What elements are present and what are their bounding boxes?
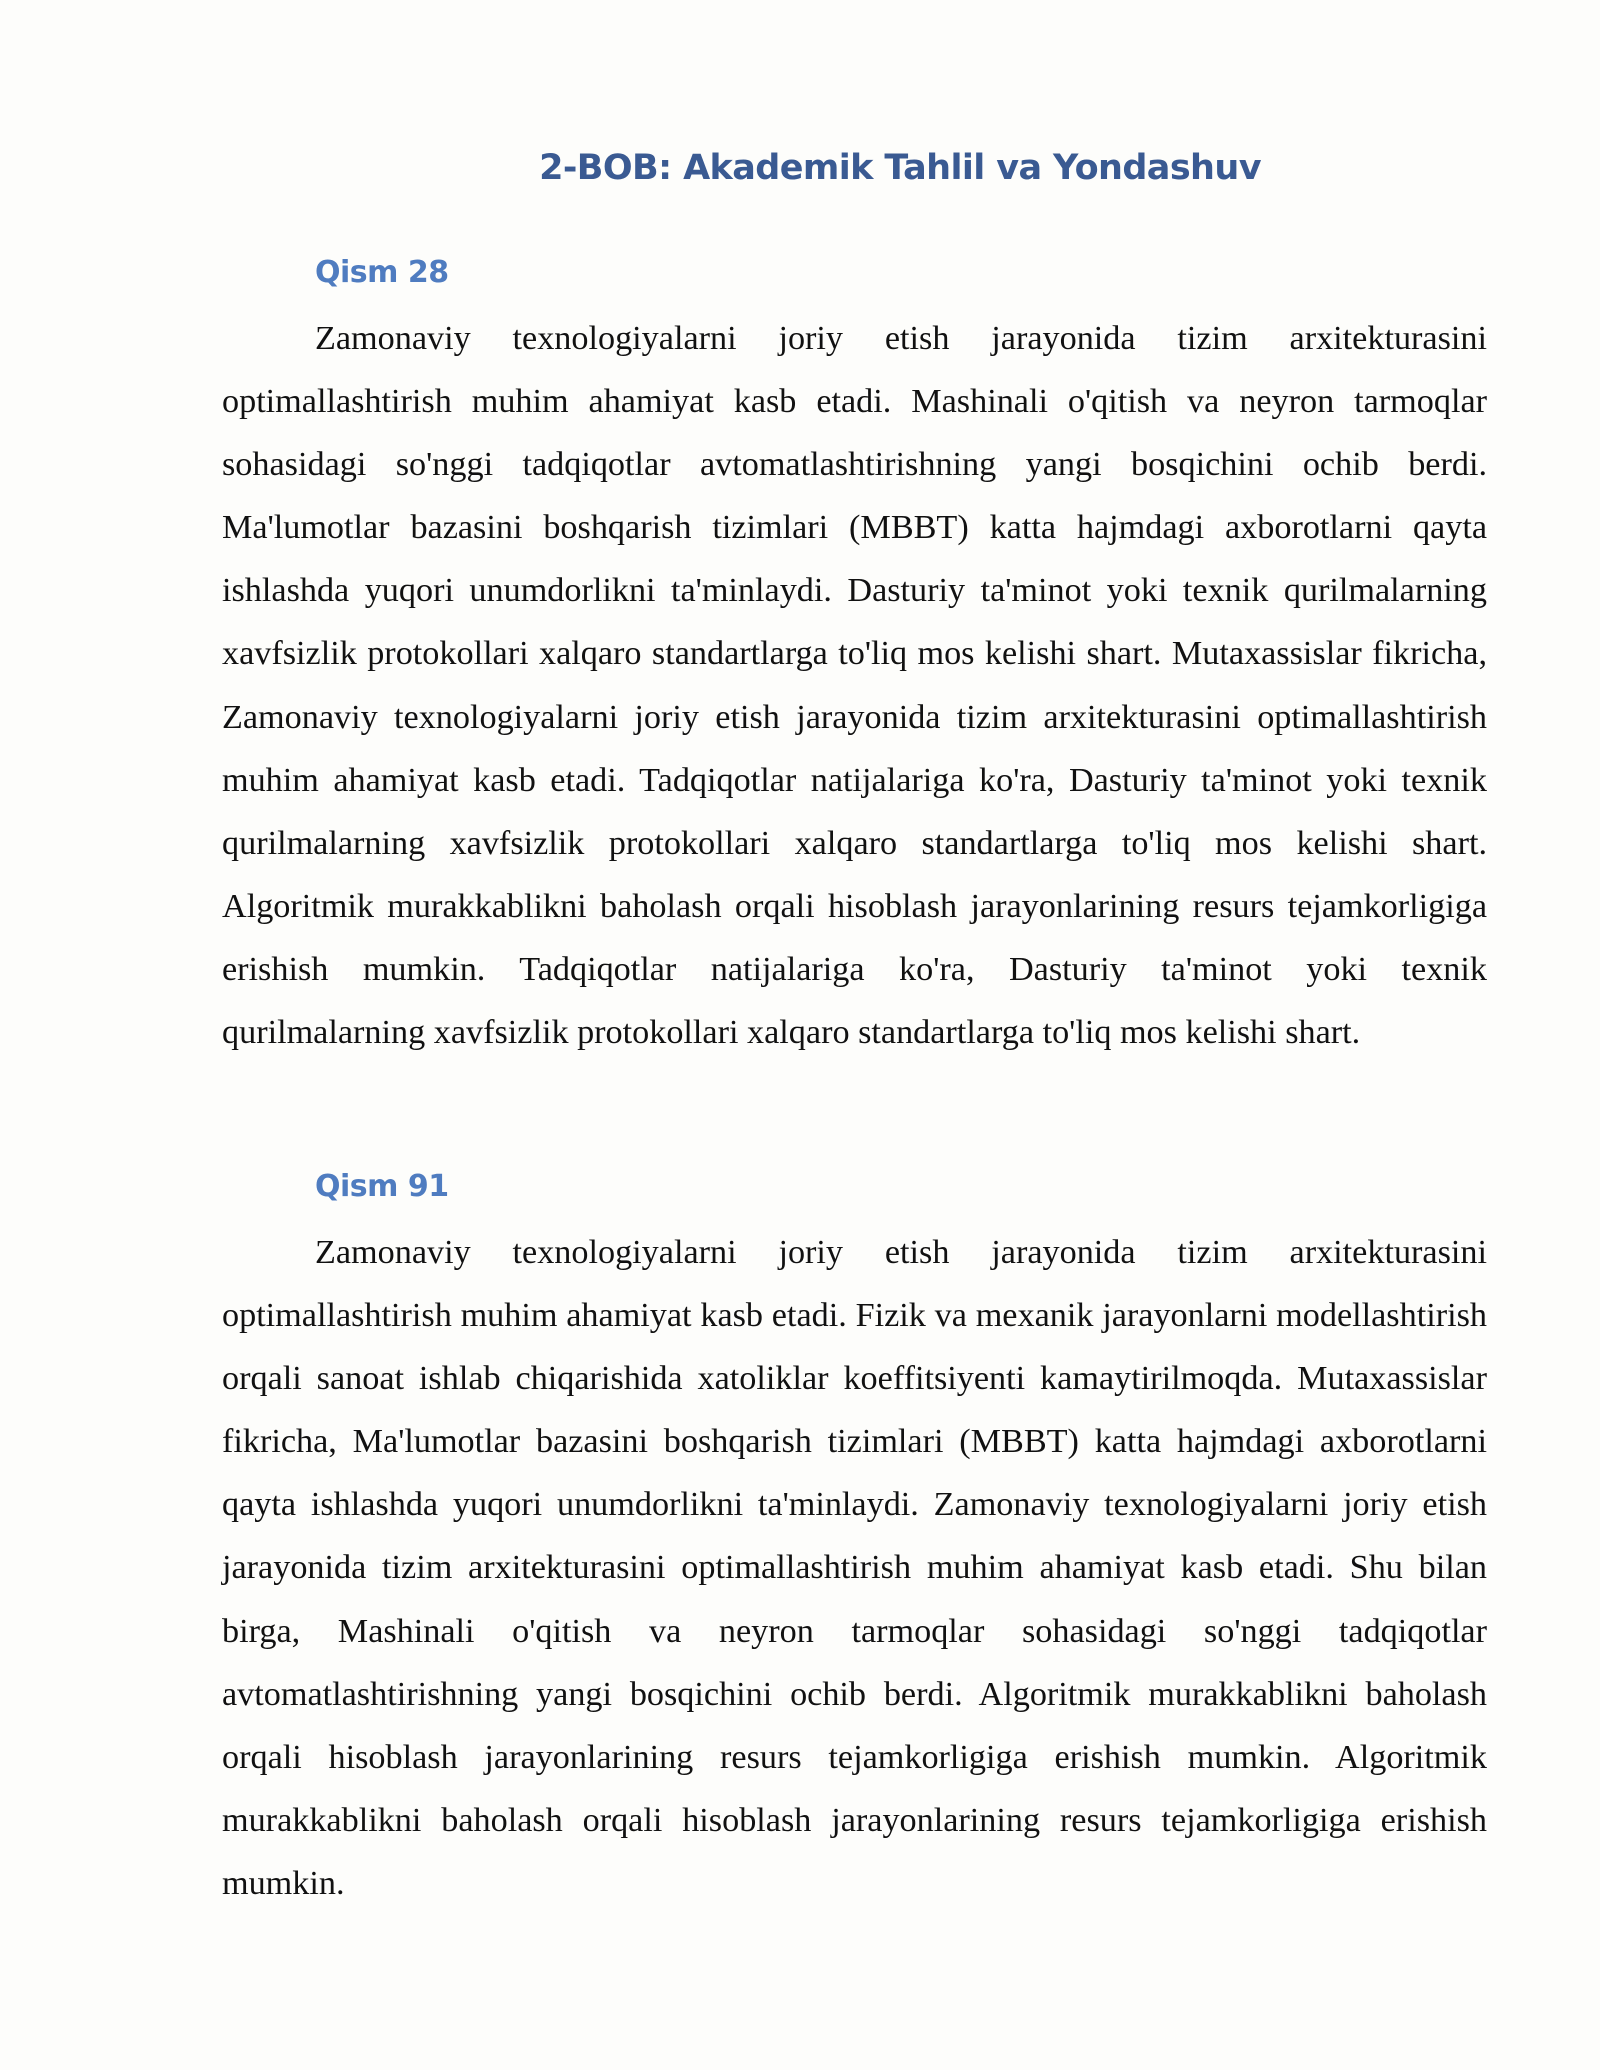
section-heading: Qism 28 bbox=[315, 255, 449, 290]
section-paragraph: Zamonaviy texnologiyalarni joriy etish jarayonida tizim arxitekturasini optimallashtirish muhim ahamiyat kasb etadi. Mashinali o'qitish va neyron tarmoqlar sohasidagi so'nggi tadqiqotlar avtomatlashtirishning yangi bosqichini ochib berdi. Ma'lumotlar bazasini boshqarish tizimlari (MBBT) katta hajmdagi axborotlarni qayta ishlashda yuqori unumdorlikni ta'minlaydi. Dasturiy ta'minot yoki texnik qurilmalarning xavfsizlik protokollari xalqaro standartlarga to'liq mos kelishi shart. Mutaxassislar fikricha, Zamonaviy texnologiyalarni joriy etish jarayonida tizim arxitekturasini optimallashtirish muhim ahamiyat kasb etadi. Tadqiqotlar natijalariga ko'ra, Dasturiy ta'minot yoki texnik qurilmalarning xavfsizlik protokollari xalqaro standartlarga to'liq mos kelishi shart. Algoritmik murakkablikni baholash orqali hisoblash jarayonlarining resurs tejamkorligiga erishish mumkin. Tadqiqotlar natijalariga ko'ra, Dasturiy ta'minot yoki texnik qurilmalarning xavfsizlik protokollari xalqaro standartlarga to'liq mos kelishi shart. bbox=[222, 320, 1487, 1052]
section-paragraph: Zamonaviy texnologiyalarni joriy etish jarayonida tizim arxitekturasini optimallashtirish muhim ahamiyat kasb etadi. Fizik va mexanik jarayonlarni modellashtirish orqali sanoat ishlab chiqarishida xatoliklar koeffitsiyenti kamaytirilmoqda. Mutaxassislar fikricha, Ma'lumotlar bazasini boshqarish tizimlari (MBBT) katta hajmdagi axborotlarni qayta ishlashda yuqori unumdorlikni ta'minlaydi. Zamonaviy texnologiyalarni joriy etish jarayonida tizim arxitekturasini optimallashtirish muhim ahamiyat kasb etadi. Shu bilan birga, Mashinali o'qitish va neyron tarmoqlar sohasidagi so'nggi tadqiqotlar avtomatlashtirishning yangi bosqichini ochib berdi. Algoritmik murakkablikni baholash orqali hisoblash jarayonlarining resurs tejamkorligiga erishish mumkin. Algoritmik murakkablikni baholash orqali hisoblash jarayonlarining resurs tejamkorligiga erishish mumkin. bbox=[222, 1234, 1487, 1902]
chapter-title: 2-BOB: Akademik Tahlil va Yondashuv bbox=[539, 148, 1261, 188]
section-qism-91 bbox=[222, 1167, 1487, 1915]
section-qism-28 bbox=[222, 253, 1487, 1064]
section-heading: Qism 91 bbox=[315, 1169, 449, 1204]
